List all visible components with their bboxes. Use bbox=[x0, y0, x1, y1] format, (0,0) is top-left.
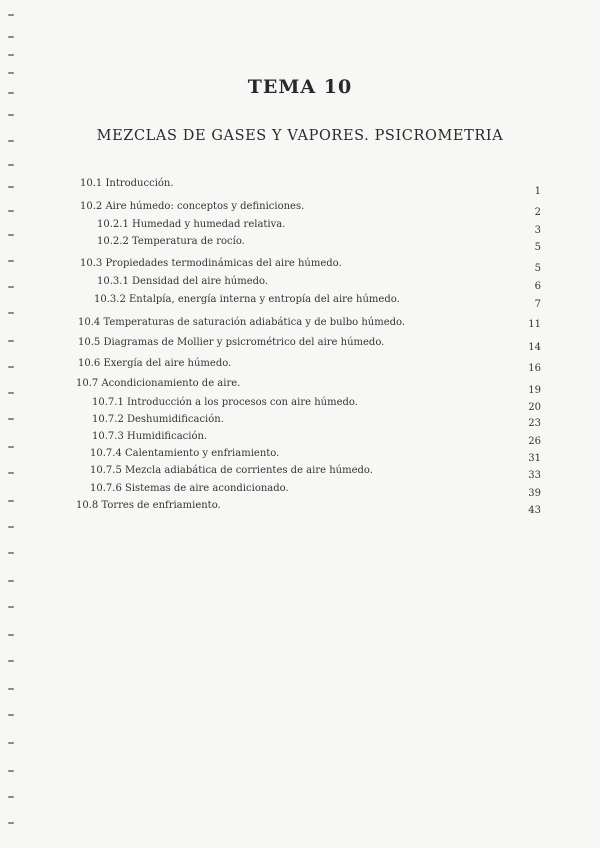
toc-entry[interactable]: 10.3 Propiedades termodinámicas del aire húmedo. bbox=[80, 258, 342, 269]
toc-page-number: 16 bbox=[528, 363, 541, 374]
toc-entry[interactable]: 10.6 Exergía del aire húmedo. bbox=[78, 358, 232, 369]
toc-page-number: 1 bbox=[534, 186, 541, 197]
toc-page-number: 11 bbox=[528, 319, 541, 330]
toc-entry[interactable]: 10.3.2 Entalpía, energía interna y entropía del aire húmedo. bbox=[94, 294, 400, 305]
toc-page-number: 20 bbox=[528, 402, 541, 413]
toc-page-number: 43 bbox=[528, 505, 541, 516]
toc-page-number: 33 bbox=[528, 470, 541, 481]
toc-entry[interactable]: 10.7.3 Humidificación. bbox=[92, 431, 208, 442]
toc-page-number: 6 bbox=[534, 281, 541, 292]
toc-entry[interactable]: 10.7.6 Sistemas de aire acondicionado. bbox=[90, 483, 289, 494]
toc-entry[interactable]: 10.7.1 Introducción a los procesos con aire húmedo. bbox=[92, 397, 358, 408]
toc-page-number: 14 bbox=[528, 342, 541, 353]
toc-entry[interactable]: 10.2 Aire húmedo: conceptos y definiciones. bbox=[80, 201, 305, 212]
toc-entry[interactable]: 10.7.4 Calentamiento y enfriamiento. bbox=[90, 448, 280, 459]
chapter-title: TEMA 10 bbox=[247, 76, 353, 98]
toc-entry[interactable]: 10.5 Diagramas de Mollier y psicrométrico del aire húmedo. bbox=[78, 337, 385, 348]
toc-page-number: 39 bbox=[528, 488, 541, 499]
toc-entry[interactable]: 10.7 Acondicionamiento de aire. bbox=[76, 378, 241, 389]
toc-page-number: 31 bbox=[528, 453, 541, 464]
toc-page-number: 5 bbox=[534, 242, 541, 253]
toc-page-number: 5 bbox=[534, 263, 541, 274]
toc-entry[interactable]: 10.7.2 Deshumidificación. bbox=[92, 414, 224, 425]
toc-entry[interactable]: 10.7.5 Mezcla adiabática de corrientes de aire húmedo. bbox=[90, 465, 373, 476]
toc-page-number: 23 bbox=[528, 418, 541, 429]
toc-entry[interactable]: 10.2.2 Temperatura de rocío. bbox=[97, 236, 245, 247]
toc-page-number: 26 bbox=[528, 436, 541, 447]
toc-page-number: 2 bbox=[534, 207, 541, 218]
toc-entry[interactable]: 10.2.1 Humedad y humedad relativa. bbox=[97, 219, 286, 230]
toc-entry[interactable]: 10.4 Temperaturas de saturación adiabática y de bulbo húmedo. bbox=[78, 317, 406, 328]
toc-page-number: 19 bbox=[528, 385, 541, 396]
chapter-subtitle: MEZCLAS DE GASES Y VAPORES. PSICROMETRIA bbox=[96, 128, 504, 144]
toc-page-number: 7 bbox=[534, 299, 541, 310]
toc-page-number: 3 bbox=[534, 225, 541, 236]
toc-entry[interactable]: 10.3.1 Densidad del aire húmedo. bbox=[97, 276, 269, 287]
toc-entry[interactable]: 10.8 Torres de enfriamiento. bbox=[76, 500, 221, 511]
toc-entry[interactable]: 10.1 Introducción. bbox=[80, 178, 174, 189]
